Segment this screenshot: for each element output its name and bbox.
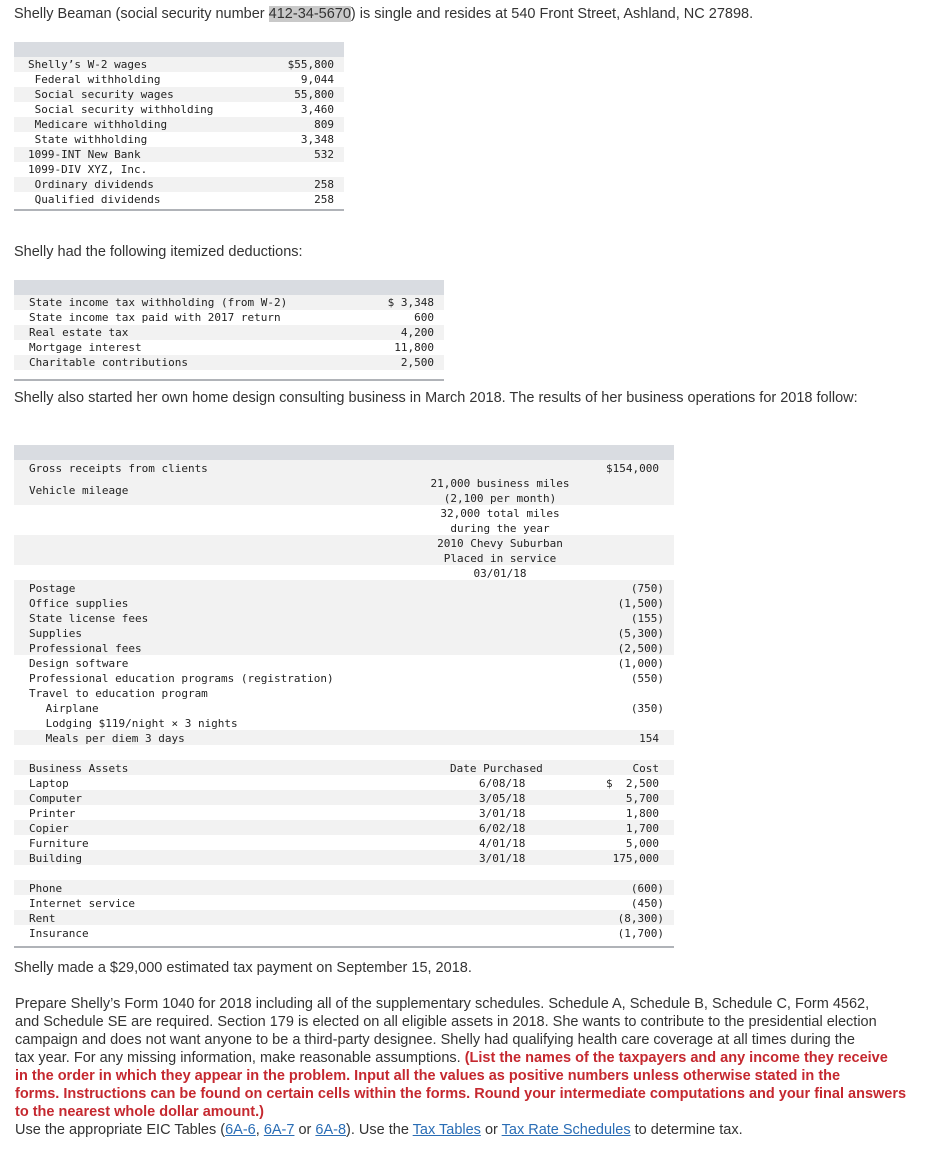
eic-table-6a-6-link[interactable]: 6A-6 bbox=[225, 1122, 256, 1138]
table-rule bbox=[14, 209, 344, 211]
tables-instruction: Use the appropriate EIC Tables (6A-6, 6A-7 or 6A-8). Use the Tax Tables or Tax Rate Schedules to determine tax. bbox=[15, 1122, 743, 1138]
itemized-intro: Shelly had the following itemized deductions: bbox=[14, 244, 303, 260]
table-row: State income tax withholding (from W-2) $ 3,348 bbox=[29, 296, 434, 309]
gross-receipts-label: Gross receipts from clients bbox=[29, 462, 208, 475]
table-row: Laptop 6/08/18 $ 2,500 bbox=[29, 777, 659, 790]
table-row: Furniture 4/01/18 5,000 bbox=[29, 837, 659, 850]
intro-prefix: Shelly Beaman (social security number bbox=[14, 6, 269, 22]
table-row: State income tax paid with 2017 return 600 bbox=[29, 311, 434, 324]
tax-rate-schedules-link[interactable]: Tax Rate Schedules bbox=[501, 1122, 631, 1138]
table-rule bbox=[14, 379, 444, 381]
table-row: Meals per diem 3 days 154 bbox=[39, 732, 659, 745]
vehicle-mileage-label: Vehicle mileage bbox=[29, 484, 129, 497]
table-header bbox=[14, 280, 444, 295]
table-row: Real estate tax 4,200 bbox=[29, 326, 434, 339]
table-row: Lodging $119/night × 3 nights bbox=[39, 717, 238, 730]
table-row: Travel to education program bbox=[29, 687, 208, 700]
table-row: 1099-DIV XYZ, Inc. bbox=[28, 163, 148, 176]
table-row: Professional fees (2,500) bbox=[29, 642, 664, 655]
table-row: Internet service (450) bbox=[29, 897, 664, 910]
table-row: State license fees (155) bbox=[29, 612, 664, 625]
table-row: Social security withholding 3,460 bbox=[28, 103, 334, 116]
assets-header-row: Business Assets Date Purchased Cost bbox=[29, 762, 659, 775]
eic-table-6a-7-link[interactable]: 6A-7 bbox=[263, 1122, 295, 1138]
table-row: State withholding 3,348 bbox=[28, 133, 334, 146]
tax-tables-link[interactable]: Tax Tables bbox=[412, 1122, 481, 1138]
business-table bbox=[14, 445, 674, 955]
table-row: Building 3/01/18 175,000 bbox=[29, 852, 659, 865]
estimated-payment: Shelly made a $29,000 estimated tax payment on September 15, 2018. bbox=[14, 960, 472, 976]
table-row: Rent (8,300) bbox=[29, 912, 664, 925]
table-header bbox=[14, 445, 674, 460]
w2-table bbox=[14, 42, 344, 211]
table-row: Insurance (1,700) bbox=[29, 927, 664, 940]
table-row: Postage (750) bbox=[29, 582, 664, 595]
table-row: Mortgage interest 11,800 bbox=[29, 341, 434, 354]
itemized-table bbox=[14, 280, 444, 381]
gross-receipts-value: $154,000 bbox=[606, 462, 659, 475]
vehicle-note: 21,000 business miles (2,100 per month) 32,000 total miles during the year 2010 Chevy Suburban Placed in service 03/01/18 bbox=[430, 477, 570, 580]
table-rule bbox=[14, 946, 674, 948]
table-row: 1099-INT New Bank 532 bbox=[28, 148, 334, 161]
table-row: Phone (600) bbox=[29, 882, 664, 895]
intro-sentence bbox=[14, 6, 753, 22]
assets-list bbox=[14, 761, 674, 866]
table-row: Copier 6/02/18 1,700 bbox=[29, 822, 659, 835]
table-row: Office supplies (1,500) bbox=[29, 597, 664, 610]
table-header bbox=[14, 42, 344, 57]
table-row: Printer 3/01/18 1,800 bbox=[29, 807, 659, 820]
table-row: Ordinary dividends 258 bbox=[28, 178, 334, 191]
instructions-paragraph: Prepare Shelly’s Form 1040 for 2018 including all of the supplementary schedules. Schedule A, Schedule B, Schedule C, Form 4562, and Schedule SE are required. Section 179 is elected on all eligible assets in 2018. She wants to contribute to the presidential election campaign and does not want anyone to be a third-party designee. Shelly had qualifying health care coverage at all times during the tax year. For any missing information, make reasonable assumptions. (List the names of the taxpayers and any income they receive in the order in which they appear in the problem. Input all the values as positive numbers unless otherwise stated in the forms. Instructions can be found on certain cells within the forms. Round your intermediate computations and your final answers to the nearest whole dollar amount.) Use the appropriate EIC Tables (6A-6, 6A-7 or 6A-8). Use the Tax Tables or Tax Rate Schedules to determine tax. bbox=[15, 995, 940, 1139]
intro-suffix: ) is single and resides at 540 Front Street, Ashland, NC 27898. bbox=[350, 6, 754, 22]
table-row: Supplies (5,300) bbox=[29, 627, 664, 640]
table-row: Design software (1,000) bbox=[29, 657, 664, 670]
table-row: Medicare withholding 809 bbox=[28, 118, 334, 131]
table-row: Charitable contributions 2,500 bbox=[29, 356, 434, 369]
table-row: Shelly’s W-2 wages $55,800 bbox=[28, 58, 334, 71]
table-row: Social security wages 55,800 bbox=[28, 88, 334, 101]
table-row: Qualified dividends 258 bbox=[28, 193, 334, 206]
eic-table-6a-8-link[interactable]: 6A-8 bbox=[315, 1122, 347, 1138]
ssn-highlight: 412-34-5670 bbox=[268, 6, 351, 22]
table-row: Computer 3/05/18 5,700 bbox=[29, 792, 659, 805]
table-row: Federal withholding 9,044 bbox=[28, 73, 334, 86]
business-intro: Shelly also started her own home design consulting business in March 2018. The results of her business operations for 2018 follow: bbox=[14, 390, 858, 406]
other-expenses-list bbox=[14, 881, 674, 941]
table-row: Professional education programs (registration) (550) bbox=[29, 672, 664, 685]
expenses-list bbox=[14, 581, 674, 746]
table-row: Airplane (350) bbox=[39, 702, 664, 715]
